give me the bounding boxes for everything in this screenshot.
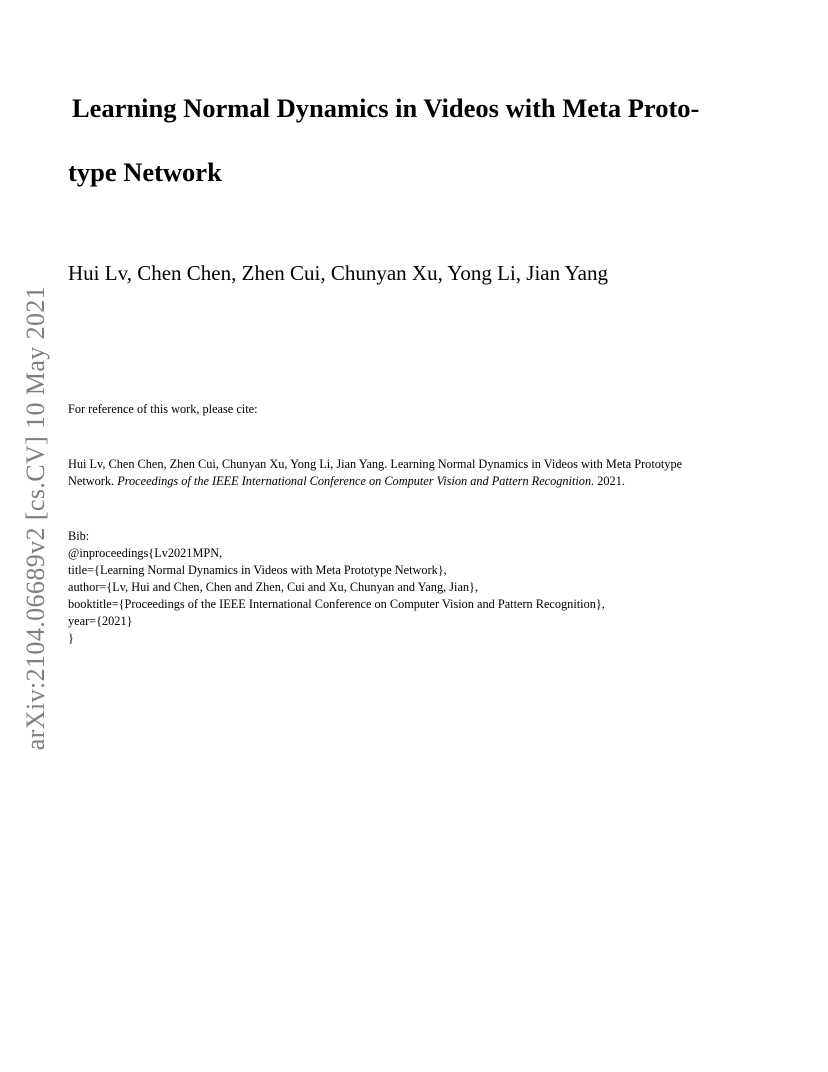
citation-year: 2021. [597,474,625,488]
author-list: Hui Lv, Chen Chen, Zhen Cui, Chunyan Xu, Yong Li, Jian Yang [68,261,608,285]
paper-title-line-2: type Network [68,157,222,187]
bibtex-line: year={2021} [68,614,133,628]
bibtex-line: title={Learning Normal Dynamics in Videos with Meta Prototype Network}, [68,563,447,577]
paper-title-line-1: Learning Normal Dynamics in Videos with Meta Proto- [72,93,700,123]
citation-venue: Proceedings of the IEEE International Conference on Computer Vision and Pattern Recognition. [117,474,595,488]
bibtex-line: @inproceedings{Lv2021MPN, [68,546,223,560]
citation-note: For reference of this work, please cite: [68,402,258,416]
citation-line-2 [68,473,682,490]
citation-line-1: Hui Lv, Chen Chen, Zhen Cui, Chunyan Xu, Yong Li, Jian Yang. Learning Normal Dynamics in Videos with Meta Prototype [68,457,683,471]
citation-block [68,456,682,490]
bibtex-line: author={Lv, Hui and Chen, Chen and Zhen, Cui and Xu, Chunyan and Yang, Jian}, [68,580,479,594]
citation-prefix: Network. [68,474,115,488]
bibtex-label: Bib: [68,529,90,543]
arxiv-identifier-stamp: arXiv:2104.06689v2 [cs.CV] 10 May 2021 [21,285,50,751]
bibtex-line: booktitle={Proceedings of the IEEE International Conference on Computer Vision and Pattern Recognition}, [68,597,605,611]
bibtex-line: } [68,631,74,645]
bibtex-block [68,528,605,647]
